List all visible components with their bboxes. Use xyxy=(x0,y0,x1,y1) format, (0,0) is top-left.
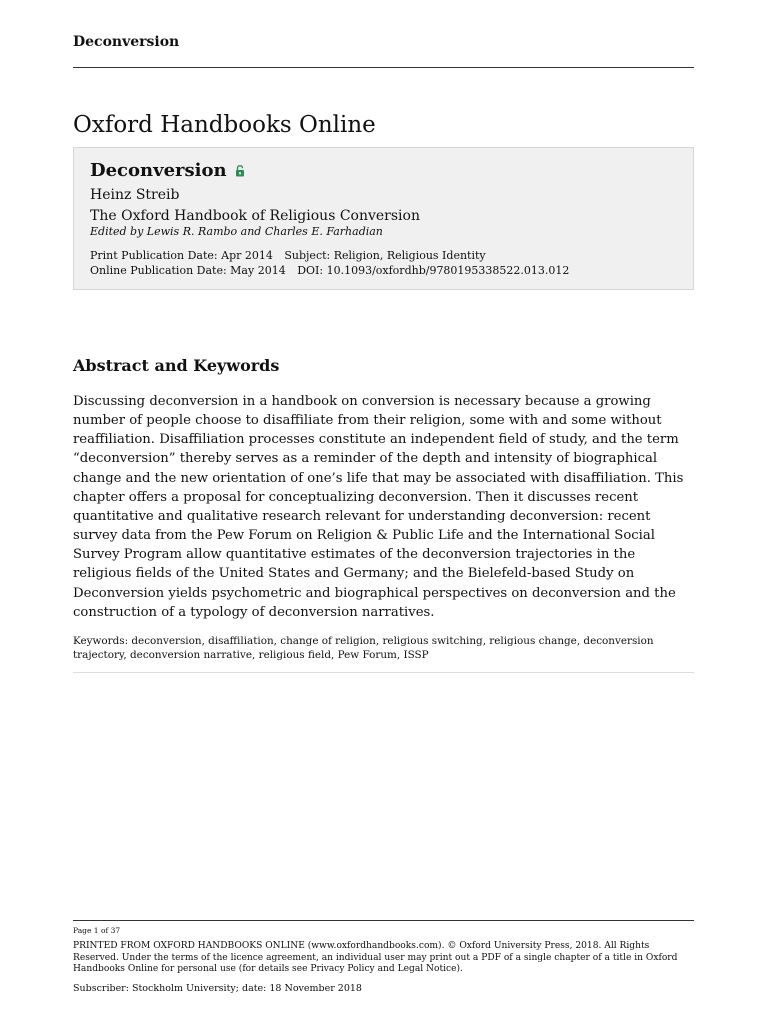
print-pub-value: Apr 2014 xyxy=(221,249,273,262)
print-publication-row xyxy=(90,248,677,263)
publication-info xyxy=(90,248,677,278)
doi-value[interactable]: 10.1093/oxfordhb/9780195338522.013.012 xyxy=(326,264,570,277)
subject-label: Subject: xyxy=(284,249,331,262)
subscriber-line: Subscriber: Stockholm University; date: 18 November 2018 xyxy=(73,983,362,994)
online-pub-value: May 2014 xyxy=(230,264,286,277)
printed-notice: PRINTED FROM OXFORD HANDBOOKS ONLINE (www.oxfordhandbooks.com). © Oxford University Press, 2018. All Rights Reserved. Under the terms of the licence agreement, an individual user may print out a PDF of a single chapter of a title in Oxford Handbooks Online for personal use (for details see Privacy Policy and Legal Notice). xyxy=(73,941,678,974)
unlocked-padlock-icon xyxy=(235,165,245,177)
author-name: Heinz Streib xyxy=(90,187,180,203)
editors-line: Edited by Lewis R. Rambo and Charles E. Farhadian xyxy=(90,225,383,238)
chapter-title: Deconversion xyxy=(90,160,227,181)
abstract-body: Discussing deconversion in a handbook on conversion is necessary because a growing number of people choose to disaffiliate from their religion, some with and some without reaffiliation. Disaffiliation processes constitute an independent field of study, and the term “deconversion” thereby serves as a reminder of the depth and intensity of biographical change and the new orientation of one’s life that may be associated with disaffiliation. This chapter offers a proposal for conceptualizing deconversion. Then it discusses recent quantitative and qualitative research relevant for understanding deconversion: recent survey data from the Pew Forum on Religion & Public Life and the International Social Survey Program allow quantitative estimates of the deconversion trajectories in the religious fields of the United States and Germany; and the Bielefeld-based Study on Deconversion yields psychometric and biographical perspectives on deconversion and the construction of a typology of deconversion narratives. xyxy=(73,394,684,620)
online-pub-label: Online Publication Date: xyxy=(90,264,227,277)
book-title: The Oxford Handbook of Religious Conversion xyxy=(90,208,420,224)
keywords-line: Keywords: deconversion, disaffiliation, change of religion, religious switching, religious change, deconversion trajectory, deconversion narrative, religious field, Pew Forum, ISSP xyxy=(73,635,654,661)
site-title: Oxford Handbooks Online xyxy=(73,112,376,138)
running-head-title: Deconversion xyxy=(73,34,180,50)
header-divider xyxy=(73,67,694,68)
abstract-heading: Abstract and Keywords xyxy=(73,356,280,375)
chapter-title-row xyxy=(90,160,677,182)
footer-divider xyxy=(73,920,694,921)
doi-label: DOI: xyxy=(297,264,324,277)
keywords-divider xyxy=(73,672,694,673)
subject-value: Religion, Religious Identity xyxy=(333,249,486,262)
online-publication-row xyxy=(90,263,677,278)
page-number: Page 1 of 37 xyxy=(73,926,121,935)
chapter-metadata-box xyxy=(73,147,694,290)
print-pub-label: Print Publication Date: xyxy=(90,249,218,262)
